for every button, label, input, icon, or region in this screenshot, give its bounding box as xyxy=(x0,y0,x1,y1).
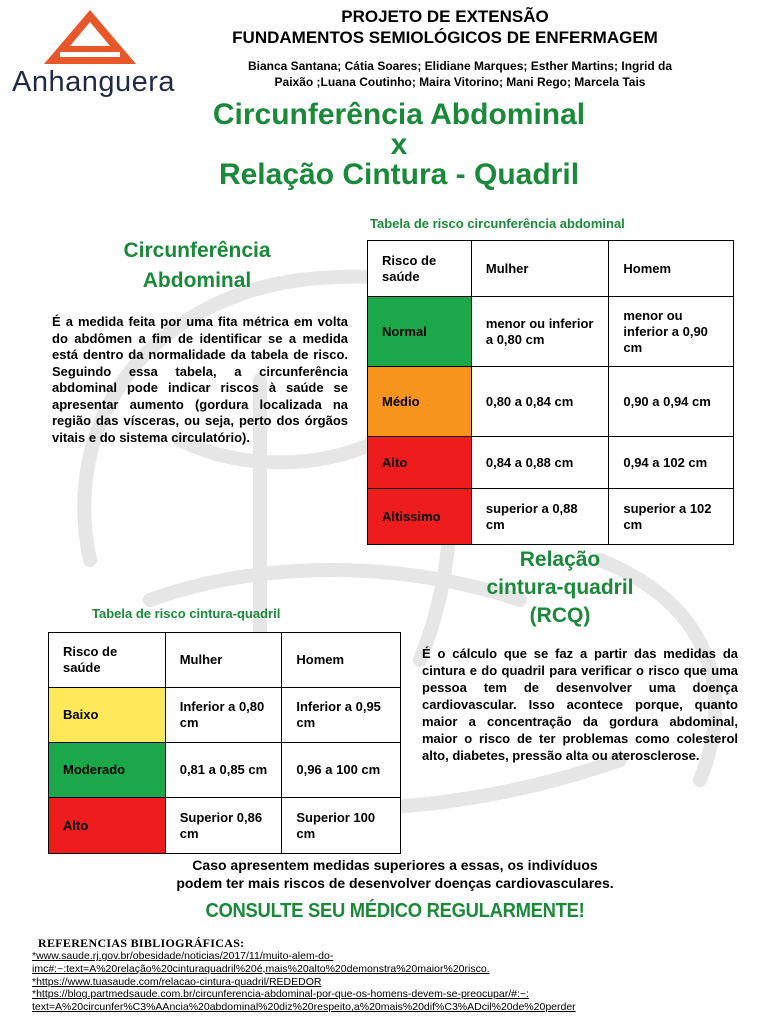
table-rcq-caption: Tabela de risco cintura-quadril xyxy=(92,606,281,621)
reference-link[interactable]: *https://www.tuasaude.com/relacao-cintura-quadril/REDEDOR xyxy=(32,975,322,988)
warning-line-2: podem ter mais riscos de desenvolver doenças cardiovasculares. xyxy=(176,875,614,891)
table-rcq-header-risk: Risco de saúde xyxy=(49,633,166,688)
risk-level-cell: Alto xyxy=(49,798,166,854)
risk-level-cell: Moderado xyxy=(49,743,166,798)
consult-banner: CONSULTE SEU MÉDICO REGULARMENTE! xyxy=(205,900,585,922)
risk-level-cell: Baixo xyxy=(49,688,166,743)
table-ca xyxy=(367,240,734,545)
table-rcq-header-mulher: Mulher xyxy=(165,633,282,688)
mulher-value-cell: Inferior a 0,80 cm xyxy=(165,688,282,743)
authors-line-2: Paixão ;Luana Coutinho; Maira Vitorino; Mani Rego; Marcela Tais xyxy=(274,75,646,89)
rcq-heading-line-2: cintura-quadril xyxy=(486,576,634,599)
table-ca-header-row xyxy=(368,241,734,297)
references-title: REFERENCIAS BIBLIOGRÁFICAS: xyxy=(38,936,245,950)
homem-value-cell: 0,94 a 102 cm xyxy=(609,437,734,489)
risk-level-cell: Normal xyxy=(368,297,472,367)
table-ca-header-risk: Risco de saúde xyxy=(368,241,472,297)
title-line-1: Circunferência Abdominal xyxy=(212,98,586,131)
homem-value-cell: Inferior a 0,95 cm xyxy=(282,688,401,743)
warning-text xyxy=(100,856,690,892)
logo-brand-text: Anhanguera xyxy=(12,66,176,98)
mulher-value-cell: superior a 0,88 cm xyxy=(471,489,609,545)
main-title xyxy=(0,100,768,190)
ca-heading-line-1: Circunferência xyxy=(123,239,271,262)
references xyxy=(32,936,756,1014)
ca-heading xyxy=(62,236,332,296)
ca-heading-line-2: Abdominal xyxy=(142,269,252,292)
homem-value-cell: menor ou inferior a 0,90 cm xyxy=(609,297,734,367)
authors-line-1: Bianca Santana; Cátia Soares; Elidiane Marques; Esther Martins; Ingrid da xyxy=(247,59,673,73)
mulher-value-cell: 0,80 a 0,84 cm xyxy=(471,367,609,437)
table-row xyxy=(368,489,734,545)
risk-level-cell: Médio xyxy=(368,367,472,437)
table-row xyxy=(368,437,734,489)
reference-link[interactable]: imc#:~:text=A%20relação%20cinturaquadril%20é,mais%20alto%20demonstra%20maior%20risco. xyxy=(32,962,490,975)
table-row xyxy=(49,743,401,798)
mulher-value-cell: 0,84 a 0,88 cm xyxy=(471,437,609,489)
mulher-value-cell: Superior 0,86 cm xyxy=(165,798,282,854)
table-ca-caption: Tabela de risco circunferência abdominal xyxy=(370,216,625,231)
mulher-value-cell: menor ou inferior a 0,80 cm xyxy=(471,297,609,367)
homem-value-cell: 0,90 a 0,94 cm xyxy=(609,367,734,437)
rcq-heading-line-3: (RCQ) xyxy=(529,604,591,627)
title-line-3: Relação Cintura - Quadril xyxy=(218,158,580,191)
title-line-2: x xyxy=(390,128,408,161)
table-row xyxy=(368,367,734,437)
logo-triangle-icon xyxy=(40,8,140,66)
table-ca-header-homem: Homem xyxy=(609,241,734,297)
table-row xyxy=(49,798,401,854)
homem-value-cell: Superior 100 cm xyxy=(282,798,401,854)
reference-link[interactable]: *https://blog.partmedsaude.com.br/circunferencia-abdominal-por-que-os-homens-devem-se-preocupar/#:~: xyxy=(32,988,529,1001)
table-row xyxy=(368,297,734,367)
project-header xyxy=(130,6,760,48)
risk-level-cell: Altissimo xyxy=(368,489,472,545)
rcq-heading-line-1: Relação xyxy=(519,548,601,571)
header-line-1: PROJETO DE EXTENSÃO xyxy=(341,7,549,26)
homem-value-cell: superior a 102 cm xyxy=(609,489,734,545)
warning-line-1: Caso apresentem medidas superiores a essas, os indivíduos xyxy=(192,857,598,873)
rcq-heading xyxy=(430,546,690,630)
table-row xyxy=(49,688,401,743)
table-rcq xyxy=(48,632,401,854)
authors xyxy=(180,58,740,90)
table-rcq-header-row xyxy=(49,633,401,688)
homem-value-cell: 0,96 a 100 cm xyxy=(282,743,401,798)
table-ca-header-mulher: Mulher xyxy=(471,241,609,297)
rcq-description: É o cálculo que se faz a partir das medidas da cintura e do quadril para verificar o risco que uma pessoa tem de desenvolver uma doença cardiovascular. Isso acontece porque, quanto maior a concentração da gordura abdominal, maior o risco de ter problemas como colesterol alto, diabetes, pressão alta ou aterosclerose. xyxy=(422,646,738,763)
header-line-2: FUNDAMENTOS SEMIOLÓGICOS DE ENFERMAGEM xyxy=(232,28,658,47)
reference-link[interactable]: text=A%20circunfer%C3%AAncia%20abdominal%20diz%20respeito,a%20mais%20dif%C3%ADcil%20de%20perder xyxy=(32,1001,576,1014)
mulher-value-cell: 0,81 a 0,85 cm xyxy=(165,743,282,798)
risk-level-cell: Alto xyxy=(368,437,472,489)
ca-description: É a medida feita por uma fita métrica em volta do abdômen a fim de identificar se a medida está dentro da normalidade da tabela de risco. Seguindo essa tabela, a circunferência abdominal pode indicar riscos à saúde se apresentar aumento (gordura localizada na região das vísceras, ou seja, perto dos órgãos vitais e do sistema circulatório). xyxy=(52,314,348,445)
table-rcq-header-homem: Homem xyxy=(282,633,401,688)
reference-link[interactable]: *www.saude.rj.gov.br/obesidade/noticias/2017/11/muito-alem-do- xyxy=(32,950,334,962)
